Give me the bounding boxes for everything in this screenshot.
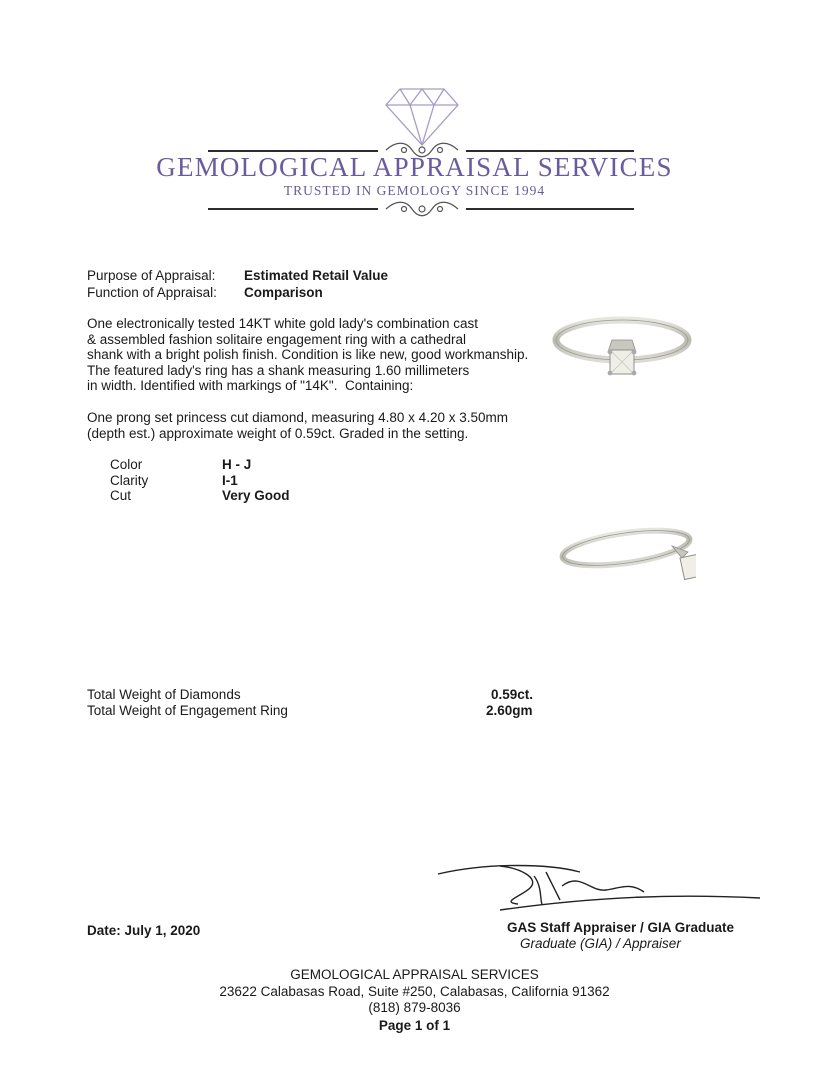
- company-name: GEMOLOGICAL APPRAISAL SERVICES: [156, 152, 673, 182]
- ring-description: One electronically tested 14KT white gold lady's combination cast & assembled fashion solitaire engagement ring with a cathedral shank with a bright polish finish. Condition is like new, good workmanship. The featured lady's ring has a shank measuring 1.60 millimeters in width. Identified with markings of "14K". Containing:: [87, 316, 529, 393]
- header-bottom-rule-right: [466, 208, 634, 210]
- function-label: Function of Appraisal:: [87, 285, 217, 300]
- total-ring-value: 2.60gm: [486, 703, 533, 718]
- footer-address: 23622 Calabasas Road, Suite #250, Calabasas, California 91362: [219, 984, 610, 999]
- ring-photo-side: [556, 518, 696, 614]
- header-bottom-rule: [208, 208, 378, 210]
- grade-cut-value: Very Good: [222, 488, 290, 503]
- footer-phone: (818) 879-8036: [368, 1000, 461, 1015]
- signature-subtitle: Graduate (GIA) / Appraiser: [520, 936, 681, 951]
- signature-mark: [430, 852, 770, 914]
- total-ring-label: Total Weight of Engagement Ring: [87, 703, 288, 718]
- total-diamonds-value: 0.59ct.: [491, 687, 534, 702]
- appraisal-date: Date: July 1, 2020: [87, 923, 201, 938]
- flourish-bottom-icon: [382, 198, 462, 220]
- grade-clarity-label: Clarity: [110, 473, 149, 488]
- signature-title: GAS Staff Appraiser / GIA Graduate: [507, 920, 735, 935]
- grade-cut-label: Cut: [110, 488, 132, 503]
- purpose-value: Estimated Retail Value: [244, 268, 389, 283]
- company-tagline: TRUSTED IN GEMOLOGY SINCE 1994: [283, 183, 546, 198]
- ring-photo-front: [552, 310, 692, 406]
- total-diamonds-label: Total Weight of Diamonds: [87, 687, 241, 702]
- diamond-description: One prong set princess cut diamond, measuring 4.80 x 4.20 x 3.50mm (depth est.) approximate weight of 0.59ct. Graded in the setting.: [87, 410, 508, 441]
- grade-clarity-value: I-1: [222, 473, 238, 488]
- grade-color-label: Color: [110, 457, 143, 472]
- footer-company: GEMOLOGICAL APPRAISAL SERVICES: [290, 967, 539, 982]
- purpose-label: Purpose of Appraisal:: [87, 268, 216, 283]
- function-value: Comparison: [244, 285, 323, 300]
- grade-color-value: H - J: [222, 457, 252, 472]
- page-number: Page 1 of 1: [378, 1018, 451, 1033]
